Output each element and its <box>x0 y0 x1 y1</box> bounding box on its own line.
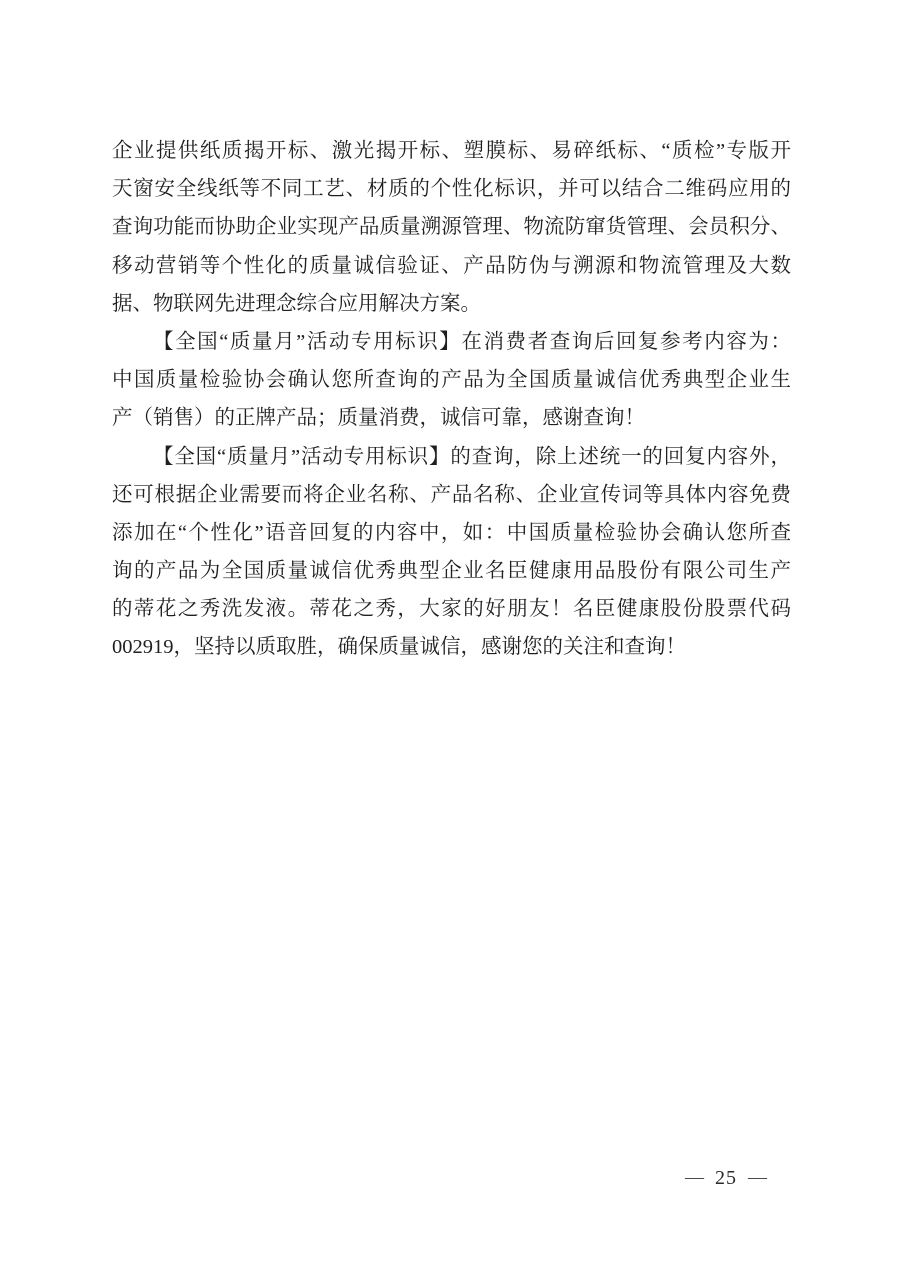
page-footer <box>685 1167 767 1190</box>
body-text <box>112 132 791 667</box>
page-number: 25 <box>715 1167 737 1189</box>
text-line: 中国质量检验协会确认您所查询的产品为全国质量诚信优秀典型企业生 <box>112 369 791 392</box>
text-line: 还可根据企业需要而将企业名称、产品名称、企业宣传词等具体内容免费 <box>112 483 791 506</box>
paragraph <box>112 323 791 438</box>
paragraph <box>112 132 791 323</box>
paragraph <box>112 438 791 667</box>
text-line: 据、物联网先进理念综合应用解决方案。 <box>112 292 481 315</box>
text-line: 【全国“质量月”活动专用标识】在消费者查询后回复参考内容为： <box>153 330 791 353</box>
text-line: 【全国“质量月”活动专用标识】的查询，除上述统一的回复内容外， <box>153 445 791 468</box>
text-line: 查询功能而协助企业实现产品质量溯源管理、物流防窜货管理、会员积分、 <box>112 216 791 239</box>
text-line: 产（销售）的正牌产品；质量消费，诚信可靠，感谢查询！ <box>112 407 645 430</box>
text-line: 企业提供纸质揭开标、激光揭开标、塑膜标、易碎纸标、“质检”专版开 <box>112 140 791 162</box>
text-line: 添加在“个性化”语音回复的内容中，如：中国质量检验协会确认您所查 <box>112 521 791 544</box>
text-line: 移动营销等个性化的质量诚信验证、产品防伪与溯源和物流管理及大数 <box>112 254 791 277</box>
text-line: 天窗安全线纸等不同工艺、材质的个性化标识，并可以结合二维码应用的 <box>112 178 791 201</box>
text-line: 002919，坚持以质取胜，确保质量诚信，感谢您的关注和查询！ <box>112 636 686 659</box>
footer-dash-left: — <box>685 1167 704 1188</box>
footer-dash-right: — <box>748 1167 767 1188</box>
text-line: 的蒂花之秀洗发液。蒂花之秀，大家的好朋友！名臣健康股份股票代码 <box>112 598 791 621</box>
text-line: 询的产品为全国质量诚信优秀典型企业名臣健康用品股份有限公司生产 <box>112 560 791 583</box>
